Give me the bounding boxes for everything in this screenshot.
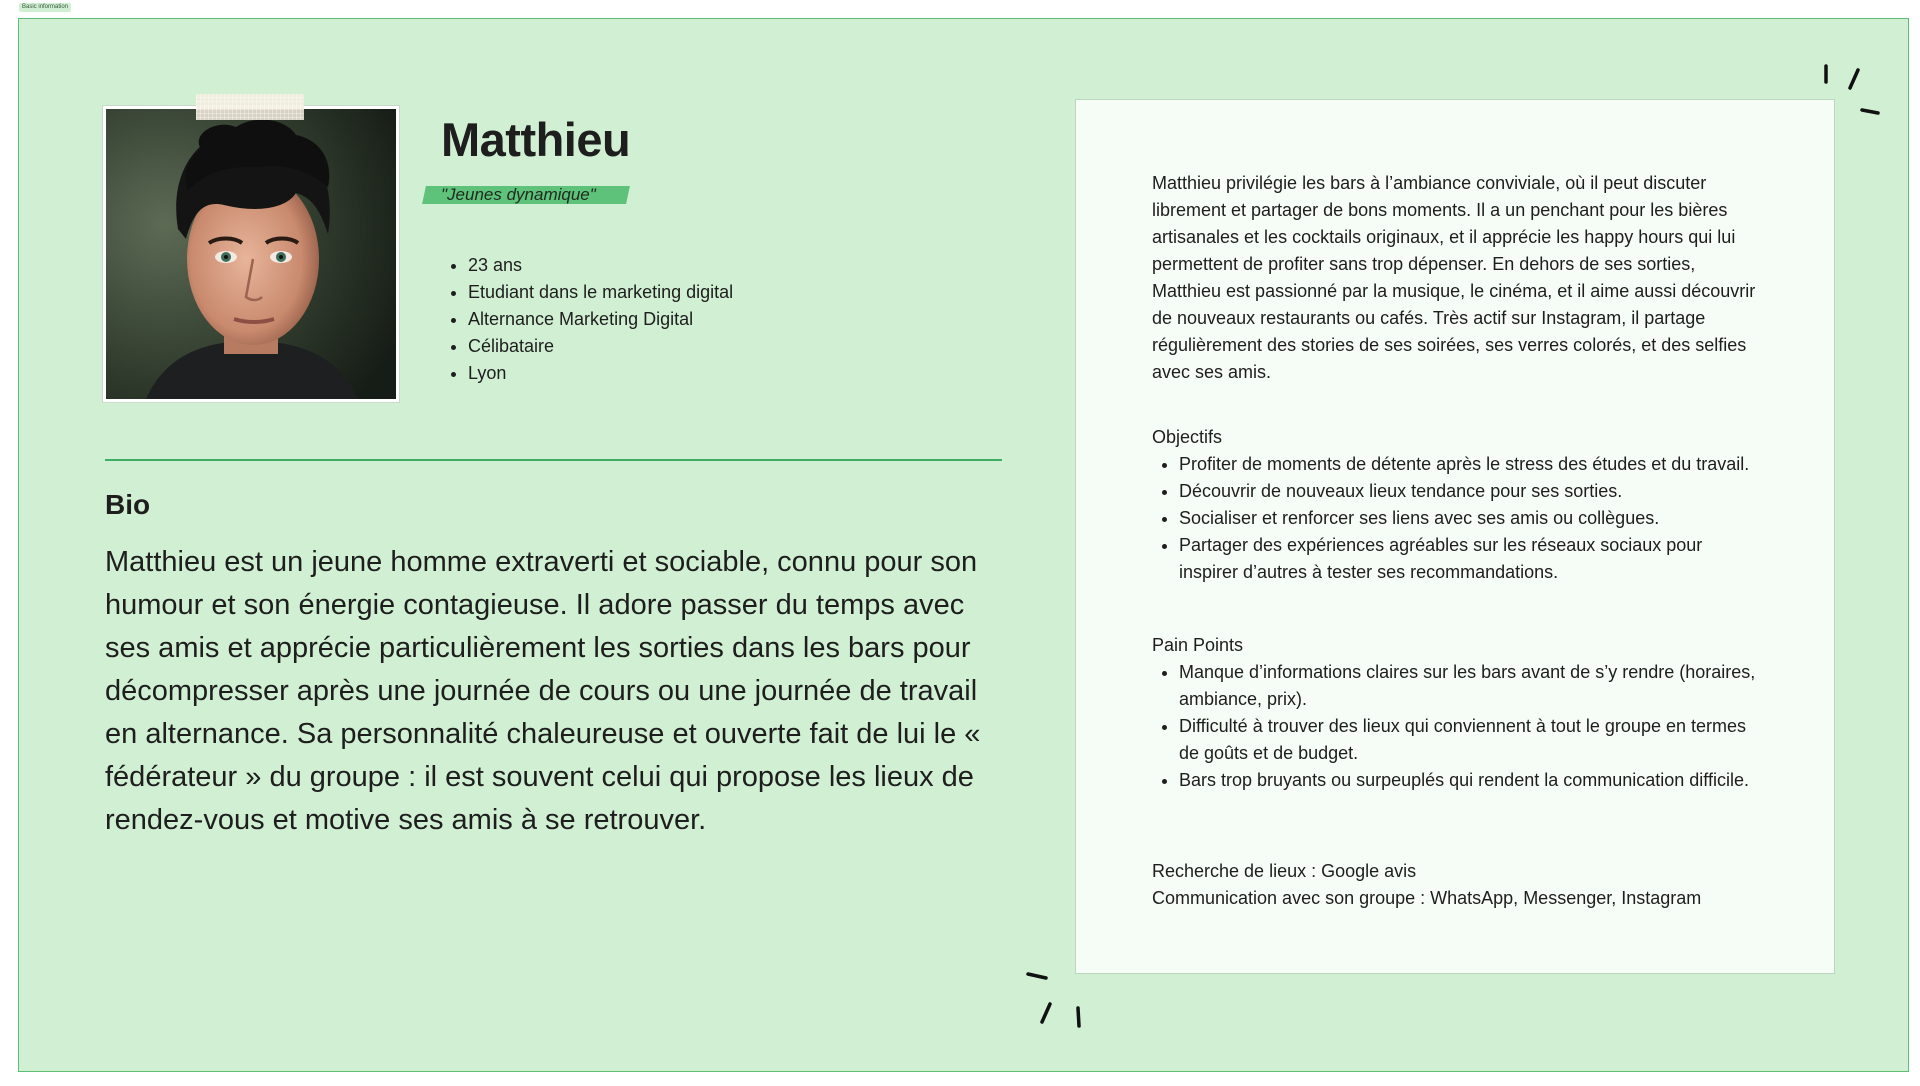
details-card[interactable] [1075,99,1835,974]
tools-communication: Communication avec son groupe : WhatsApp, Messenger, Instagram [1152,888,1702,908]
sparkle-doodle-top-icon [1812,58,1890,124]
tools-search: Recherche de lieux : Google avis [1152,861,1417,881]
list-item: • Profiter de moments de détente après le stress des études et du travail. [1179,451,1762,478]
list-item: • Difficulté à trouver des lieux qui conviennent à tout le groupe en termes de goûts et de budget. [1179,713,1762,767]
bio-title: Bio [105,489,151,520]
sparkle-doodle-bottom-icon [1020,968,1090,1036]
bio-text[interactable]: Matthieu est un jeune homme extraverti et sociable, connu pour son humour et son énergie contagieuse. Il adore passer du temps avec ses amis et apprécie particulièrement les sorties dans les bars pour décompresser après une journée de cours ou une journée de travail en alternance. Sa personnalité chaleureuse et ouverte fait de lui le « fédérateur » du groupe : il est souvent celui qui propose les lieux de rendez-vous et motive ses amis à se retrouver. [105,546,981,836]
list-item: • Socialiser et renforcer ses liens avec ses amis ou collègues. [1179,505,1762,532]
fact-status: • Célibataire [468,333,733,360]
list-item: • Manque d’informations claires sur les bars avant de s’y rendre (horaires, ambiance, prix). [1179,659,1762,713]
list-item: • Partager des expériences agréables sur les réseaux sociaux pour inspirer d’autres à tester ses recommandations. [1179,532,1762,586]
section-divider [105,459,1002,461]
list-item: • Bars trop bruyants ou surpeuplés qui rendent la communication difficile. [1179,767,1762,794]
objectives-list [1152,451,1762,586]
fact-work: • Alternance Marketing Digital [468,306,733,333]
frame-label[interactable]: Basic information [19,3,71,12]
card-intro: Matthieu privilégie les bars à l’ambiance conviviale, où il peut discuter librement et partager de bons moments. Il a un penchant pour les bières artisanales et les cocktails originaux, et il apprécie les happy hours qui lui permettent de profiter sans trop dépenser. En dehors de ses sorties, Matthieu est passionné par la musique, le cinéma, et il aime aussi découvrir de nouveaux restaurants ou cafés. Très actif sur Instagram, il partage régulièrement des stories de ses soirées, ses verres colorés, et des selfies avec ses amis. [1152,173,1756,382]
pain-points-title: Pain Points [1152,635,1244,655]
persona-facts [442,252,733,387]
objectives-title: Objectifs [1152,427,1223,447]
persona-tagline: "Jeunes dynamique" [441,185,596,204]
fact-education: • Etudiant dans le marketing digital [468,279,733,306]
portrait-photo-icon [106,109,396,399]
persona-photo[interactable] [103,106,399,402]
fact-age: • 23 ans [468,252,733,279]
pain-points-list [1152,659,1762,794]
list-item: • Découvrir de nouveaux lieux tendance pour ses sorties. [1179,478,1762,505]
fact-city: • Lyon [468,360,733,387]
tape-decoration [196,94,304,120]
persona-name: Matthieu [441,113,631,166]
